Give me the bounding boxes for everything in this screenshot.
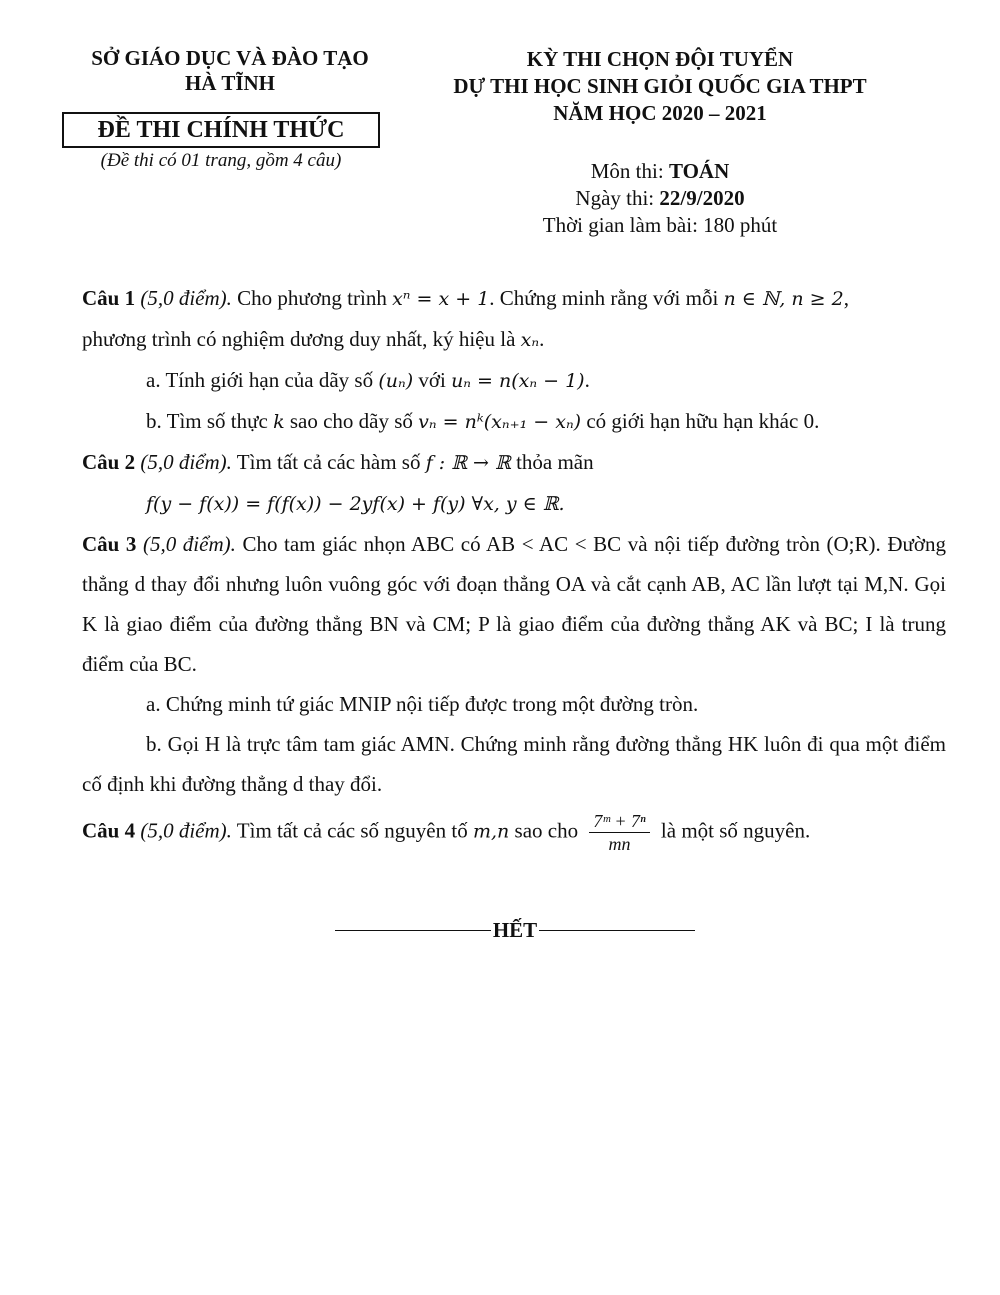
province-name: HÀ TĨNH [184, 71, 276, 95]
subject-line: Môn thi: TOÁN [590, 159, 730, 183]
end-label: HẾT [492, 918, 538, 942]
question-1a: a. Tính giới hạn của dãy số (uₙ) với uₙ = n(xₙ − 1). [146, 368, 590, 392]
question-1: Câu 1 (5,0 điểm). Cho phương trình xⁿ = x + 1. Chứng minh rằng với mỗi n ∈ ℕ, n ≥ 2, [82, 286, 849, 310]
school-year: NĂM HỌC 2020 – 2021 [553, 101, 767, 125]
question-2: Câu 2 (5,0 điểm). Tìm tất cả các hàm số f : ℝ → ℝ thỏa mãn [82, 450, 594, 474]
question-3b: b. Gọi H là trực tâm tam giác AMN. Chứng minh rằng đường thẳng HK luôn đi qua một điểm cố định khi đường thẳng d thay đổi. [82, 732, 946, 796]
duration-line: Thời gian làm bài: 180 phút [542, 213, 778, 237]
exam-info [410, 158, 910, 239]
exam-title-line1: KỲ THI CHỌN ĐỘI TUYỂN [526, 47, 794, 71]
functional-equation: f(y − f(x)) = f(f(x)) − 2yf(x) + f(y) ∀x, y ∈ ℝ. [146, 493, 565, 515]
header-left [60, 46, 400, 96]
end-rule-left [335, 930, 491, 932]
date-line: Ngày thi: 22/9/2020 [575, 186, 745, 210]
end-rule-right [539, 930, 695, 932]
official-exam-label: ĐỀ THI CHÍNH THỨC [62, 112, 380, 148]
fraction-numerator: 7ᵐ + 7ⁿ [589, 810, 649, 833]
question-4: Câu 4 (5,0 điểm). Tìm tất cả các số nguyên tố m,n sao cho $\frac{\text{7ᵐ + 7ⁿ}}{mn}$ là một số nguyên. [82, 811, 811, 854]
exam-content [82, 278, 946, 855]
date-value: 22/9/2020 [659, 186, 745, 210]
question-1b: b. Tìm số thực k sao cho dãy số vₙ = nᵏ(xₙ₊₁ − xₙ) có giới hạn hữu hạn khác 0. [146, 409, 820, 433]
equation-q1: xⁿ = x + 1 [392, 288, 490, 310]
department-name: SỞ GIÁO DỤC VÀ ĐÀO TẠO [91, 46, 369, 70]
fraction-denominator: mn [608, 834, 631, 854]
exam-note: (Đề thi có 01 trang, gồm 4 câu) [100, 150, 342, 171]
subject-value: TOÁN [668, 159, 730, 183]
header-right [410, 46, 910, 127]
question-3a: a. Chứng minh tứ giác MNIP nội tiếp được trong một đường tròn. [146, 692, 699, 716]
question-3: Câu 3 (5,0 điểm). Cho tam giác nhọn ABC có AB < AC < BC và nội tiếp đường tròn (O;R). Đường thẳng d thay đổi nhưng luôn vuông góc với đoạn thẳng OA và cắt cạnh AB, AC lần lượt tại M,N. Gọi K là giao điểm của đường thẳng BN và CM; P là giao điểm của đường thẳng AK và BC; I là trung điểm của BC. [82, 532, 946, 676]
fraction [589, 810, 649, 855]
end-marker [335, 918, 695, 943]
exam-title-line2: DỰ THI HỌC SINH GIỎI QUỐC GIA THPT [453, 74, 867, 98]
question-1-line2: phương trình có nghiệm dương duy nhất, ký hiệu là xₙ. [82, 327, 545, 351]
